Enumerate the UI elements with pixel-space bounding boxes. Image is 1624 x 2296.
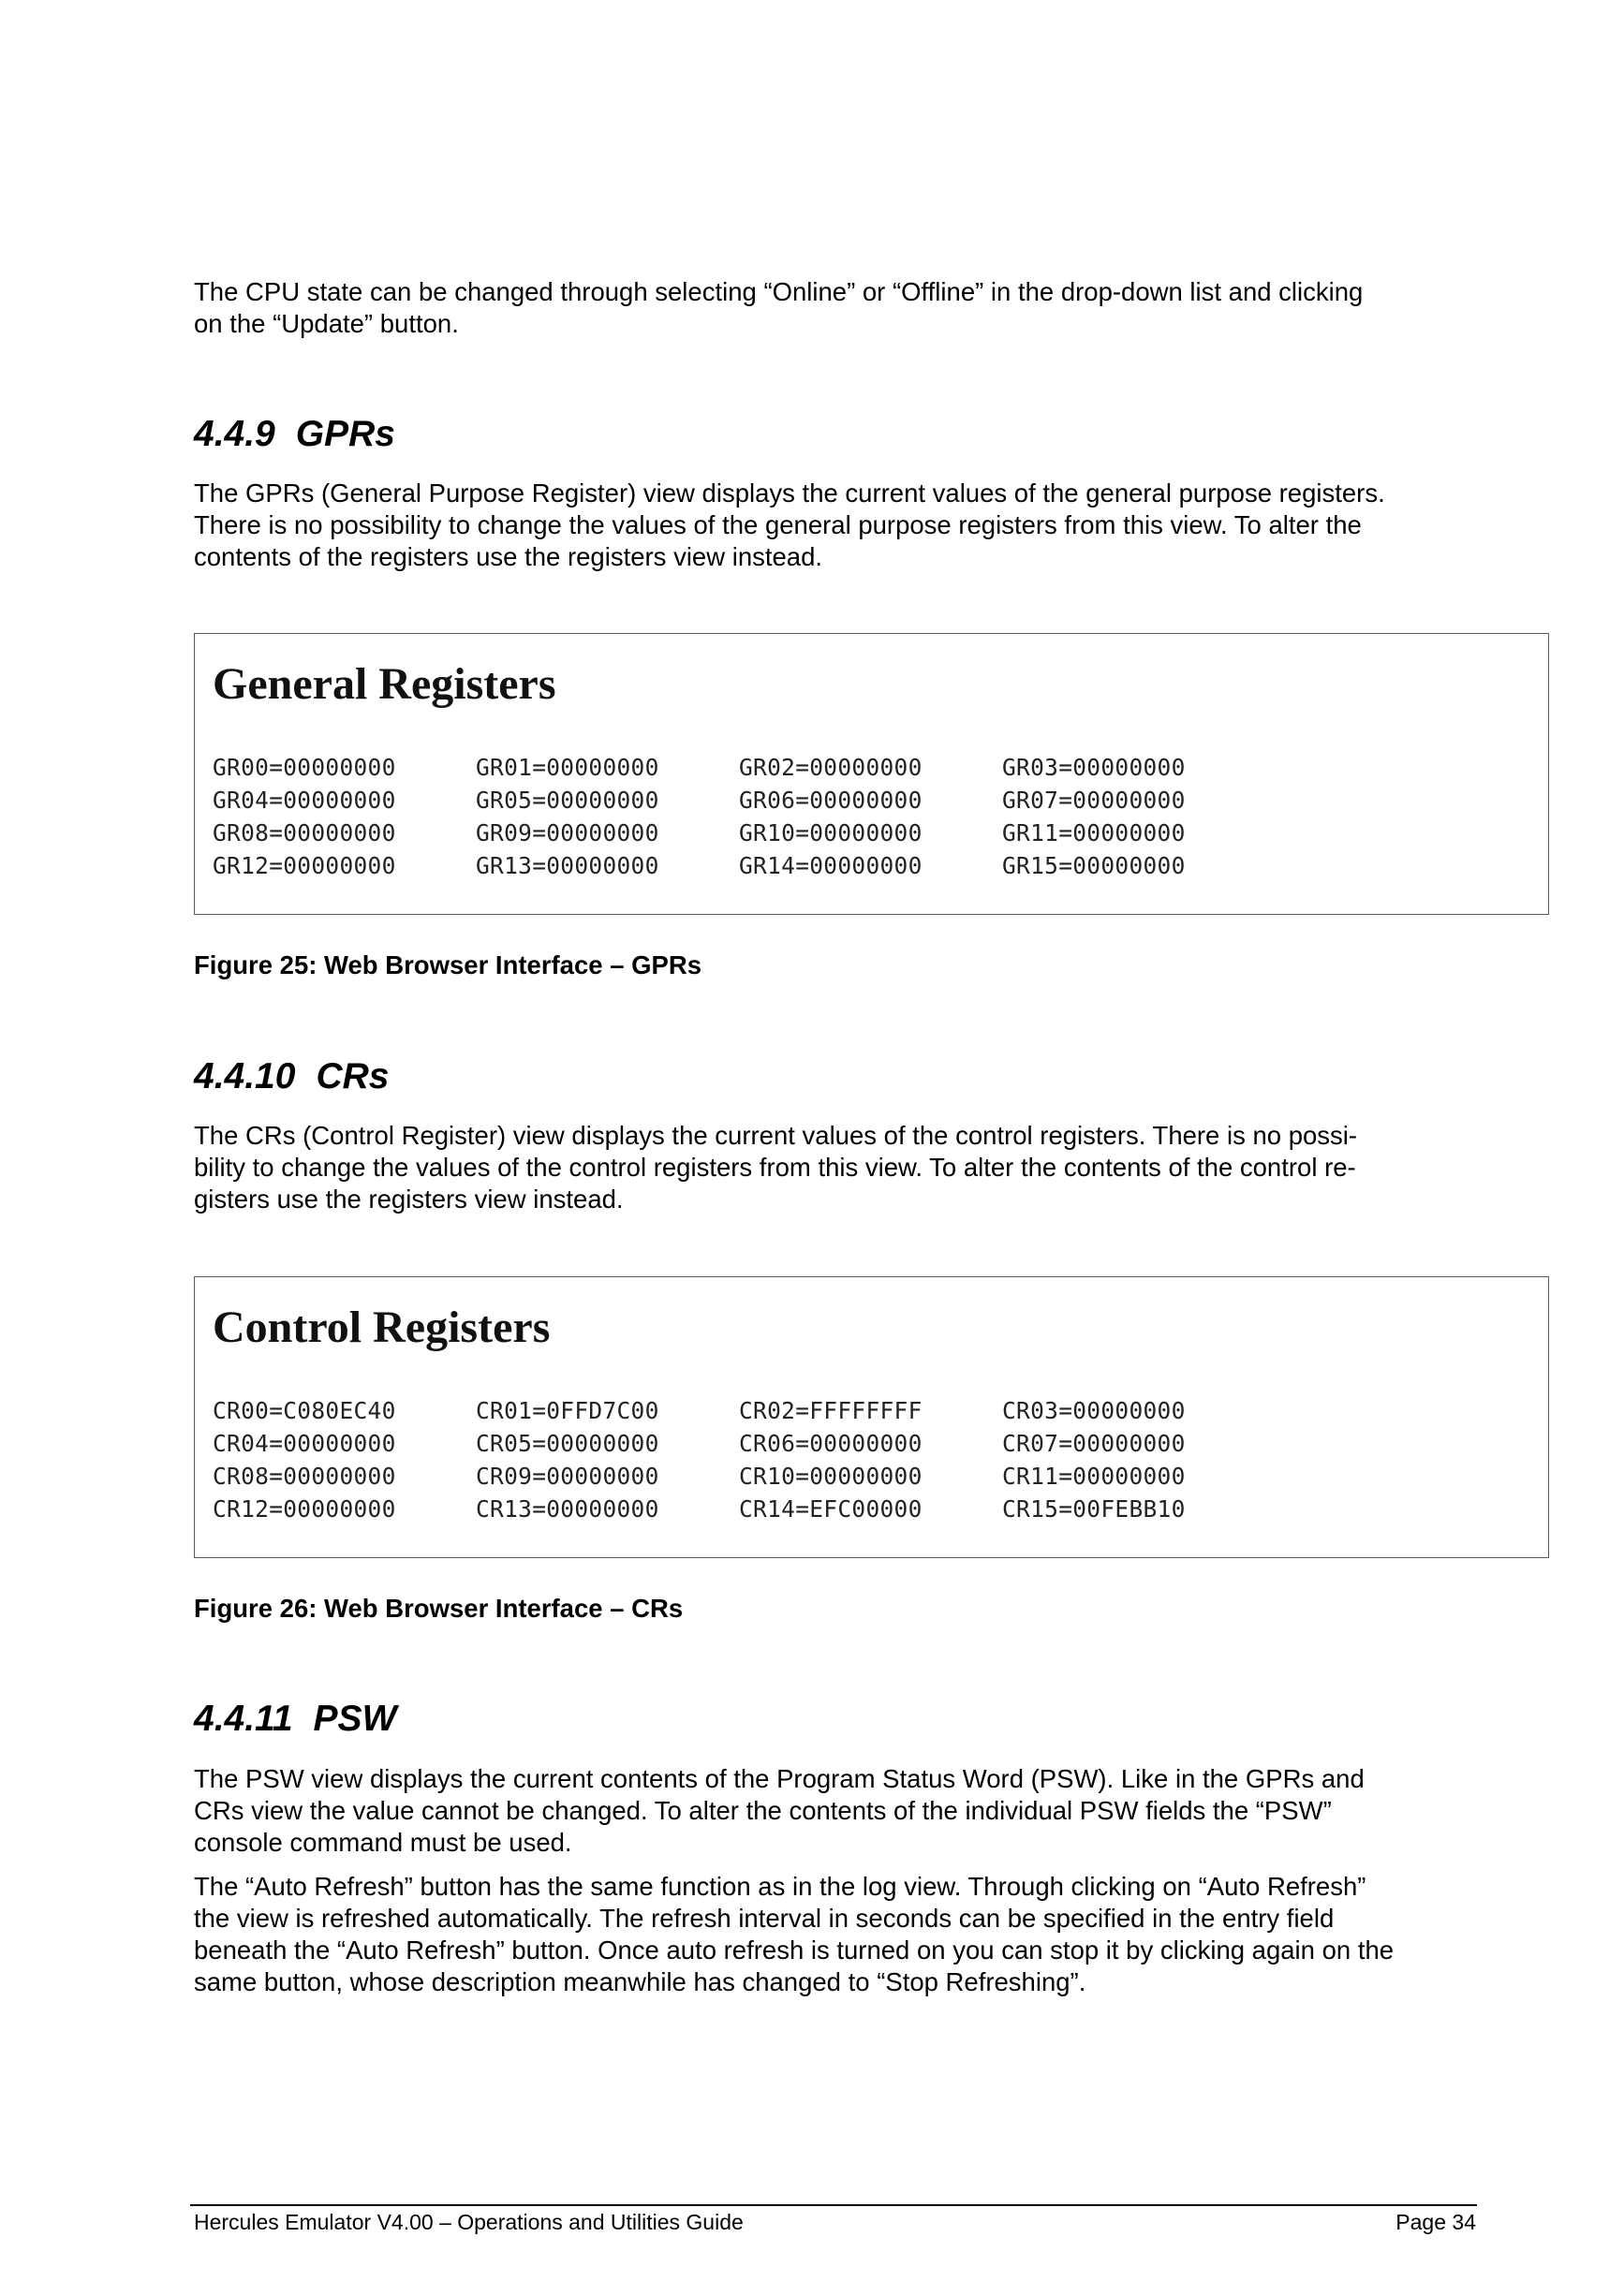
register-value: CR13=00000000	[476, 1495, 659, 1523]
register-value: GR05=00000000	[476, 787, 659, 814]
paragraph-line: There is no possibility to change the values of the general purpose registers from this view. To alter the	[194, 510, 1362, 539]
section-number: 4.4.11	[194, 1699, 293, 1739]
register-row	[213, 817, 1265, 849]
paragraph-line: The GPRs (General Purpose Register) view displays the current values of the general purpose registers.	[194, 478, 1385, 508]
figure-control-registers	[194, 1276, 1549, 1558]
section-heading-psw	[194, 1698, 396, 1741]
register-value: CR14=EFC00000	[739, 1495, 923, 1523]
register-row	[213, 1427, 1265, 1460]
register-value: CR08=00000000	[213, 1463, 396, 1490]
footer-divider	[190, 2204, 1477, 2206]
figure-caption: Figure 25: Web Browser Interface – GPRs	[194, 950, 702, 979]
register-value: GR07=00000000	[1002, 787, 1186, 814]
paragraph-line: The CRs (Control Register) view displays the current values of the control registers. There is no possi-	[194, 1121, 1358, 1150]
section-number: 4.4.9	[194, 414, 275, 454]
register-value: CR07=00000000	[1002, 1430, 1186, 1457]
register-value: GR11=00000000	[1002, 819, 1186, 846]
register-value: GR09=00000000	[476, 819, 659, 846]
register-row	[213, 1493, 1265, 1525]
section-title: PSW	[313, 1699, 397, 1739]
register-value: GR03=00000000	[1002, 754, 1186, 781]
register-value: CR00=C080EC40	[213, 1397, 396, 1424]
paragraph-line: same button, whose description meanwhile has changed to “Stop Refreshing”.	[194, 1967, 1086, 1996]
register-value: CR12=00000000	[213, 1495, 396, 1523]
register-row	[213, 1394, 1265, 1427]
register-grid	[213, 751, 1265, 882]
paragraph-line: console command must be used.	[194, 1828, 572, 1857]
paragraph-line: the view is refreshed automatically. The refresh interval in seconds can be specified in the entry field	[194, 1904, 1335, 1933]
register-row	[213, 849, 1265, 882]
paragraph-line: The PSW view displays the current contents of the Program Status Word (PSW). Like in the GPRs and	[194, 1764, 1365, 1793]
register-value: GR00=00000000	[213, 754, 396, 781]
psw-paragraph-2	[194, 1871, 1486, 1998]
register-value: GR08=00000000	[213, 819, 396, 846]
section-heading-crs	[194, 1055, 389, 1098]
register-value: CR02=FFFFFFFF	[739, 1397, 923, 1424]
register-value: GR01=00000000	[476, 754, 659, 781]
footer-document-title: Hercules Emulator V4.00 – Operations and Utilities Guide	[194, 2210, 744, 2234]
section-title: GPRs	[295, 414, 395, 454]
paragraph-line: CRs view the value cannot be changed. To alter the contents of the individual PSW fields the “PSW”	[194, 1796, 1332, 1825]
figure-general-registers	[194, 633, 1549, 915]
register-value: GR02=00000000	[739, 754, 923, 781]
register-value: GR04=00000000	[213, 787, 396, 814]
footer-page-number: Page 34	[1395, 2210, 1476, 2234]
register-value: GR06=00000000	[739, 787, 923, 814]
register-value: CR01=0FFD7C00	[476, 1397, 659, 1424]
section-number: 4.4.10	[194, 1056, 296, 1096]
register-value: CR05=00000000	[476, 1430, 659, 1457]
register-grid	[213, 1394, 1265, 1525]
intro-line: The CPU state can be changed through selecting “Online” or “Offline” in the drop-down list and clicking	[194, 277, 1364, 306]
figure-caption: Figure 26: Web Browser Interface – CRs	[194, 1594, 684, 1623]
paragraph-line: contents of the registers use the registers view instead.	[194, 542, 823, 571]
paragraph-line: bility to change the values of the control registers from this view. To alter the contents of the control re-	[194, 1153, 1356, 1182]
section-heading-gprs	[194, 413, 395, 456]
crs-paragraph	[194, 1120, 1486, 1215]
psw-paragraph-1	[194, 1763, 1486, 1859]
figure-title: Control Registers	[213, 1303, 551, 1352]
register-row	[213, 784, 1265, 817]
register-value: CR15=00FEBB10	[1002, 1495, 1186, 1523]
register-value: CR04=00000000	[213, 1430, 396, 1457]
section-title: CRs	[316, 1056, 390, 1096]
register-row	[213, 1460, 1265, 1493]
register-value: CR10=00000000	[739, 1463, 923, 1490]
register-value: GR13=00000000	[476, 852, 659, 879]
paragraph-line: beneath the “Auto Refresh” button. Once auto refresh is turned on you can stop it by clicking again on the	[194, 1935, 1395, 1965]
register-row	[213, 751, 1265, 784]
paragraph-line: gisters use the registers view instead.	[194, 1185, 624, 1214]
paragraph-line: The “Auto Refresh” button has the same function as in the log view. Through clicking on “Auto Refresh”	[194, 1872, 1366, 1901]
figure-title: General Registers	[213, 659, 556, 709]
gprs-paragraph	[194, 478, 1486, 573]
intro-line: on the “Update” button.	[194, 309, 459, 338]
register-value: GR12=00000000	[213, 852, 396, 879]
register-value: GR10=00000000	[739, 819, 923, 846]
register-value: CR06=00000000	[739, 1430, 923, 1457]
register-value: CR03=00000000	[1002, 1397, 1186, 1424]
register-value: CR09=00000000	[476, 1463, 659, 1490]
register-value: GR14=00000000	[739, 852, 923, 879]
register-value: CR11=00000000	[1002, 1463, 1186, 1490]
register-value: GR15=00000000	[1002, 852, 1186, 879]
intro-paragraph	[194, 276, 1486, 340]
